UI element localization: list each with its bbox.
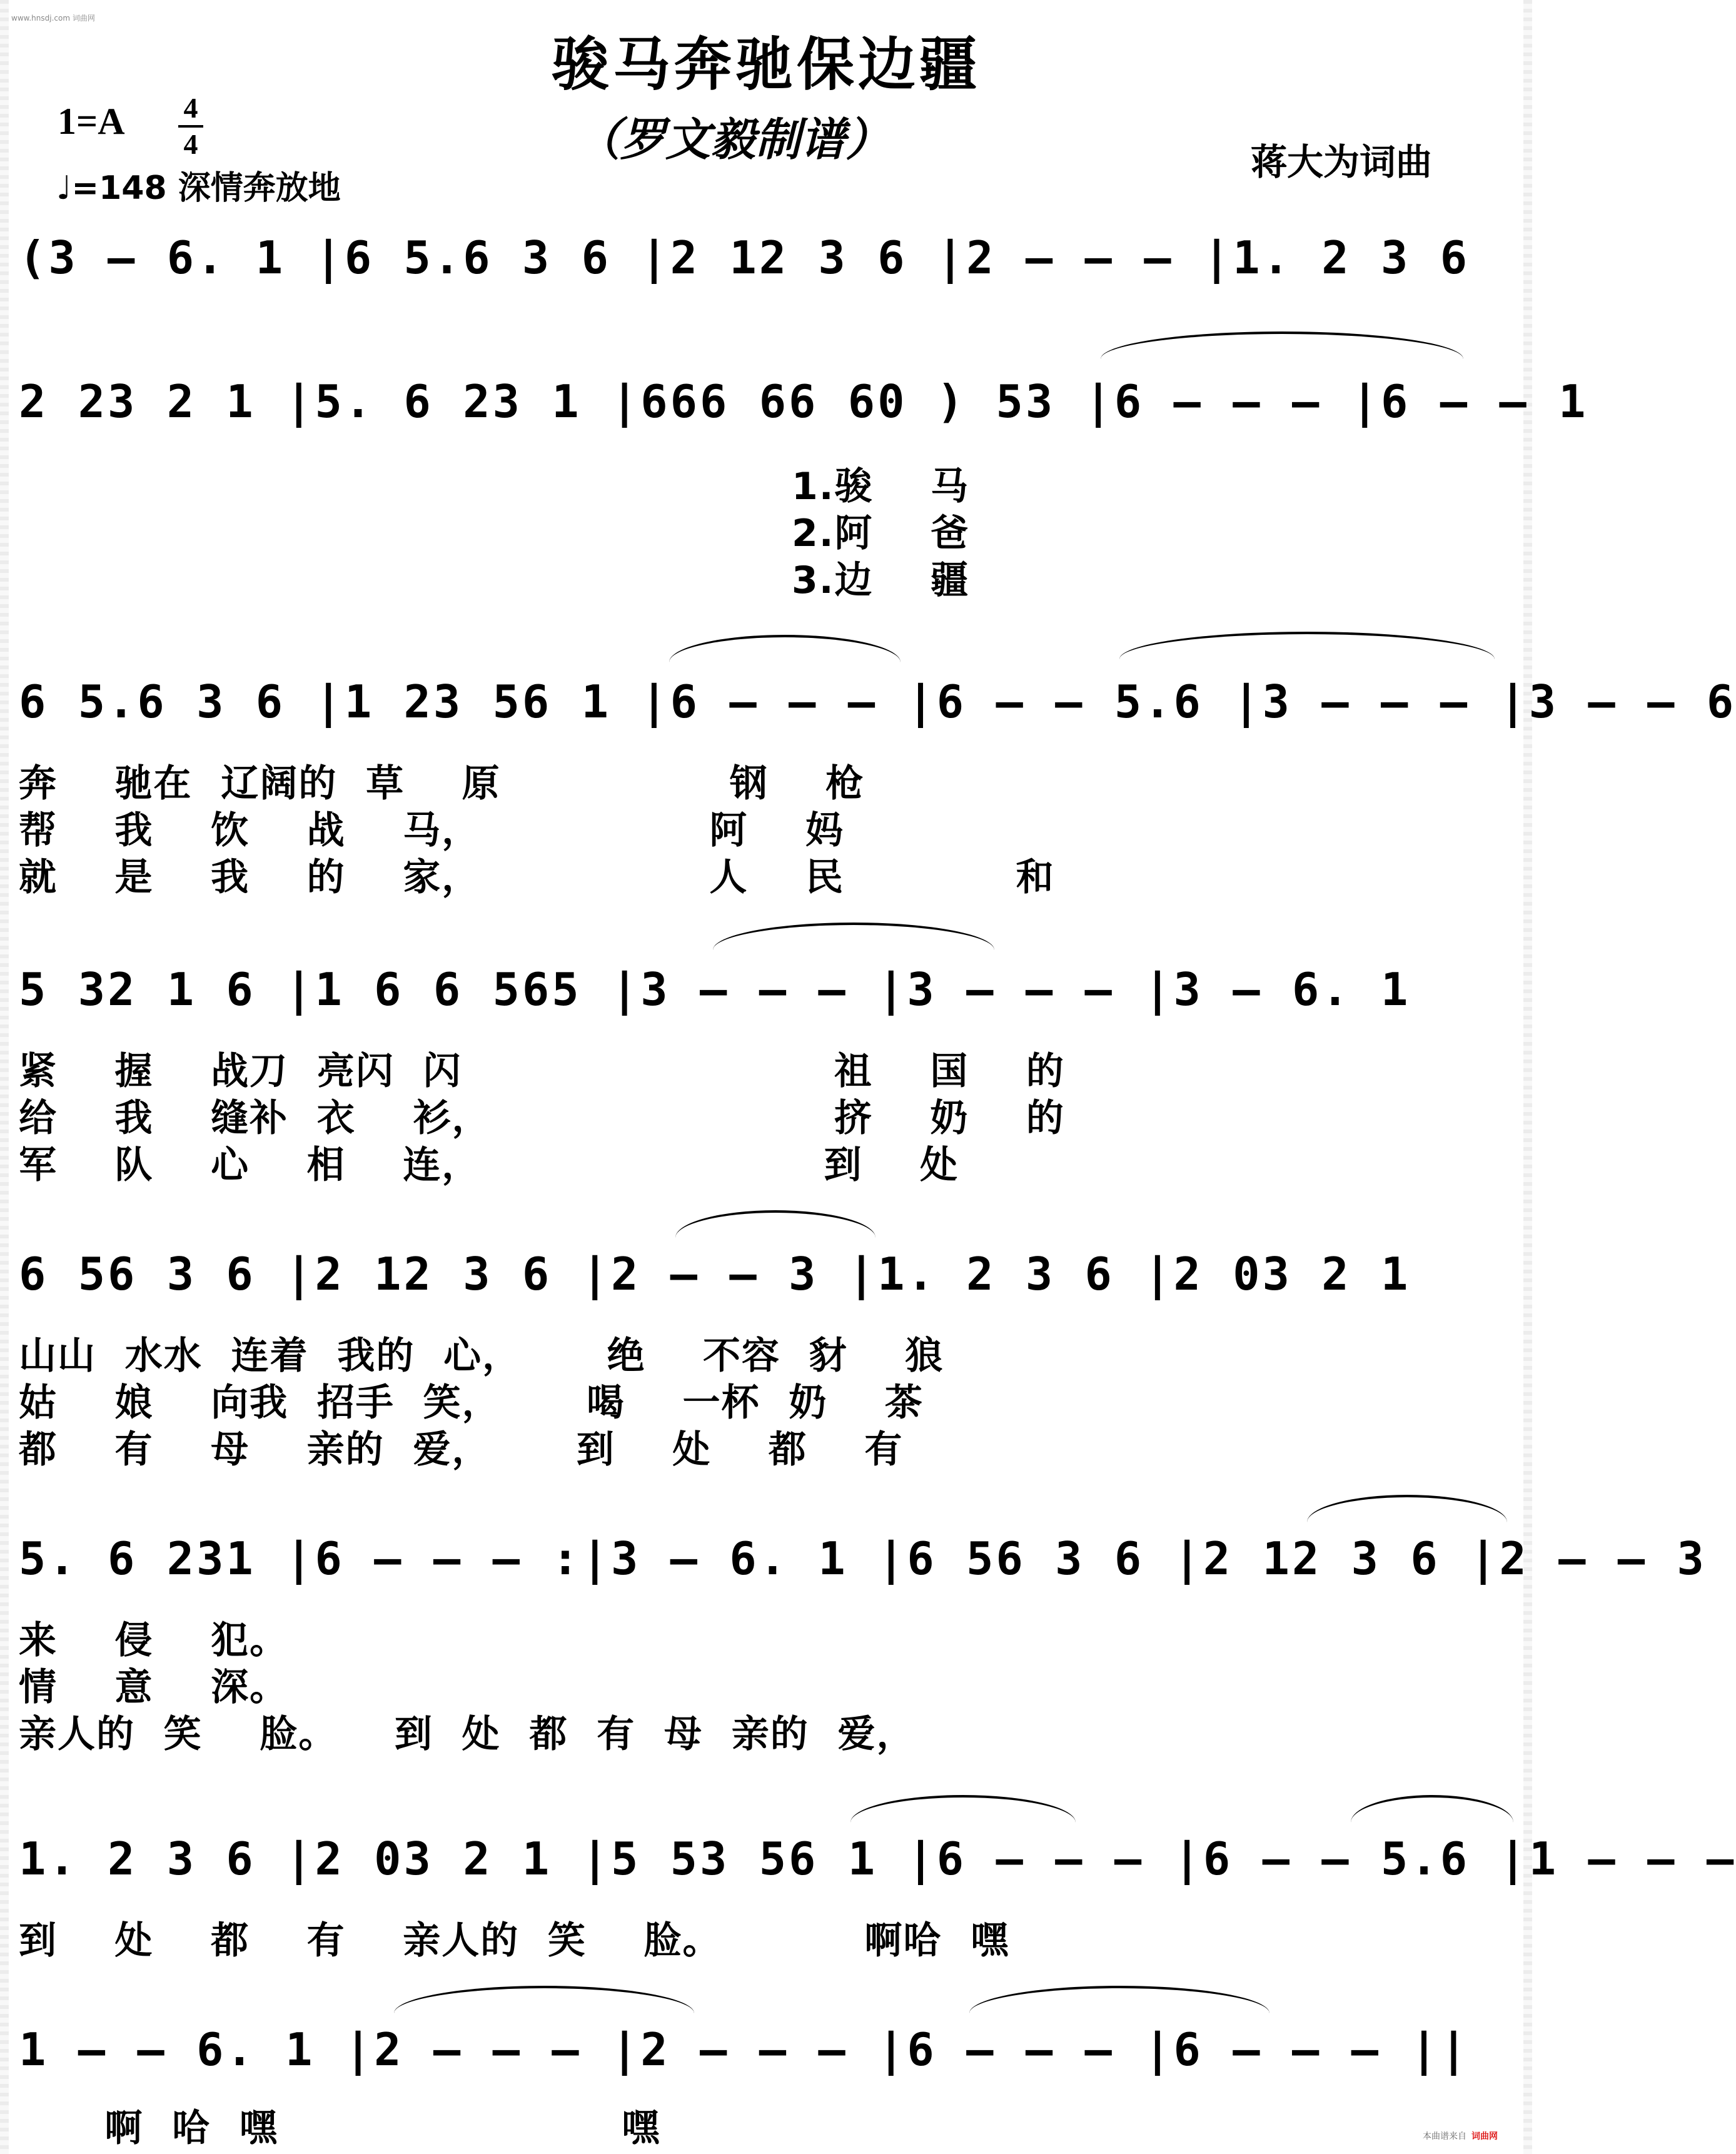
- score-row-3: [19, 675, 1736, 901]
- slur: [713, 923, 994, 950]
- slur: [1101, 331, 1463, 359]
- lyric-verse-1: 紧 握 战刀 亮闪 闪 祖 国 的: [19, 1049, 1065, 1093]
- score-row-1: [19, 231, 1513, 331]
- lyric-verse-3: 亲人的 笑 脸。 到 处 都 有 母 亲的 爱，: [19, 1712, 916, 1756]
- slur: [969, 1986, 1269, 2013]
- song-title: 骏马奔驰保边疆: [551, 31, 981, 98]
- watermark-bottom-text: 本曲谱来自: [1423, 2131, 1466, 2141]
- meter-bottom: 4: [183, 128, 198, 160]
- lyric-verse-1: 啊 哈 嘿 嘿: [19, 2106, 661, 2150]
- slur: [675, 1210, 876, 1238]
- slur: [669, 635, 901, 662]
- slur: [394, 1986, 694, 2013]
- notation-line: (3 – 6. 1 |6 5.6 3 6 |2 12 3 6 |2 – – – |1. 2 3 6: [19, 231, 1470, 284]
- lyric-verse-3: 都 有 母 亲的 爱， 到 处 都 有: [19, 1428, 904, 1472]
- notation-line: 2 23 2 1 |5. 6 23 1 |666 66 60 ) 53 |6 – – – |6 – – 1: [19, 375, 1588, 428]
- watermark-logo: 词曲网: [1471, 2131, 1498, 2141]
- score-row-8: [19, 2023, 1513, 2150]
- lyric-verse-2: 帮 我 饮 战 马， 阿 妈: [19, 809, 844, 852]
- score-row-7: [19, 1833, 1736, 1963]
- score-row-5: [19, 1248, 1513, 1473]
- notation-line: 5. 6 231 |6 – – – :|3 – 6. 1 |6 56 3 6 |2 12 3 6 |2 – – 3: [19, 1532, 1707, 1585]
- lyric-verse-2: 2.阿 爸: [19, 512, 970, 555]
- slur: [850, 1795, 1076, 1823]
- score-row-2: [19, 375, 1588, 602]
- lyric-verse-1: 山山 水水 连着 我的 心， 绝 不容 豺 狼: [19, 1334, 944, 1378]
- slur: [1351, 1795, 1513, 1823]
- notation-line: 5 32 1 6 |1 6 6 565 |3 – – – |3 – – – |3 – 6. 1: [19, 963, 1411, 1016]
- time-signature: [178, 93, 203, 160]
- score-row-4: [19, 963, 1513, 1188]
- tempo-marking: ♩=148 深情奔放地: [56, 169, 341, 207]
- score-row-6: [19, 1532, 1707, 1757]
- lyric-verse-1: 到 处 都 有 亲人的 笑 脸。 啊哈 嘿: [19, 1919, 1010, 1963]
- lyric-verse-3: 就 是 我 的 家， 人 民 和: [19, 856, 1055, 899]
- right-margin-strip: [1523, 0, 1532, 2154]
- notation-line: 1. 2 3 6 |2 03 2 1 |5 53 56 1 |6 – – – |6 – – 5.6 |1 – – –: [19, 1833, 1736, 1885]
- key-signature: 1=A: [58, 101, 125, 142]
- lyric-verse-2: 情 意 深。: [19, 1666, 289, 1709]
- lyric-verse-1: 奔 驰在 辽阔的 草 原 钢 枪: [19, 762, 865, 806]
- notation-line: 1 – – 6. 1 |2 – – – |2 – – – |6 – – – |6 – – – ||: [19, 2023, 1470, 2076]
- lyric-verse-1: 来 侵 犯。: [19, 1619, 289, 1662]
- notation-line: 6 56 3 6 |2 12 3 6 |2 – – 3 |1. 2 3 6 |2 03 2 1: [19, 1248, 1411, 1300]
- song-subtitle: （罗文毅制谱）: [575, 113, 891, 166]
- lyric-verse-3: 3.边 疆: [19, 559, 970, 602]
- watermark-bottom: [1423, 2130, 1498, 2142]
- lyric-verse-2: 给 我 缝补 衣 衫， 挤 奶 的: [19, 1096, 1065, 1140]
- lyric-verse-1: 1.骏 马: [19, 465, 970, 508]
- notation-line: 6 5.6 3 6 |1 23 56 1 |6 – – – |6 – – 5.6 |3 – – – |3 – – 6: [19, 675, 1736, 728]
- composer-credit: 蒋大为词曲: [1251, 141, 1433, 183]
- watermark-top: www.hnsdj.com 词曲网: [11, 14, 95, 23]
- meter-top: 4: [183, 92, 198, 124]
- slur: [1307, 1495, 1507, 1522]
- slur: [1119, 632, 1495, 659]
- lyric-verse-2: 姑 娘 向我 招手 笑， 喝 一杯 奶 茶: [19, 1381, 924, 1425]
- left-margin-strip: [0, 0, 9, 2154]
- lyric-verse-3: 军 队 心 相 连， 到 处: [19, 1143, 959, 1187]
